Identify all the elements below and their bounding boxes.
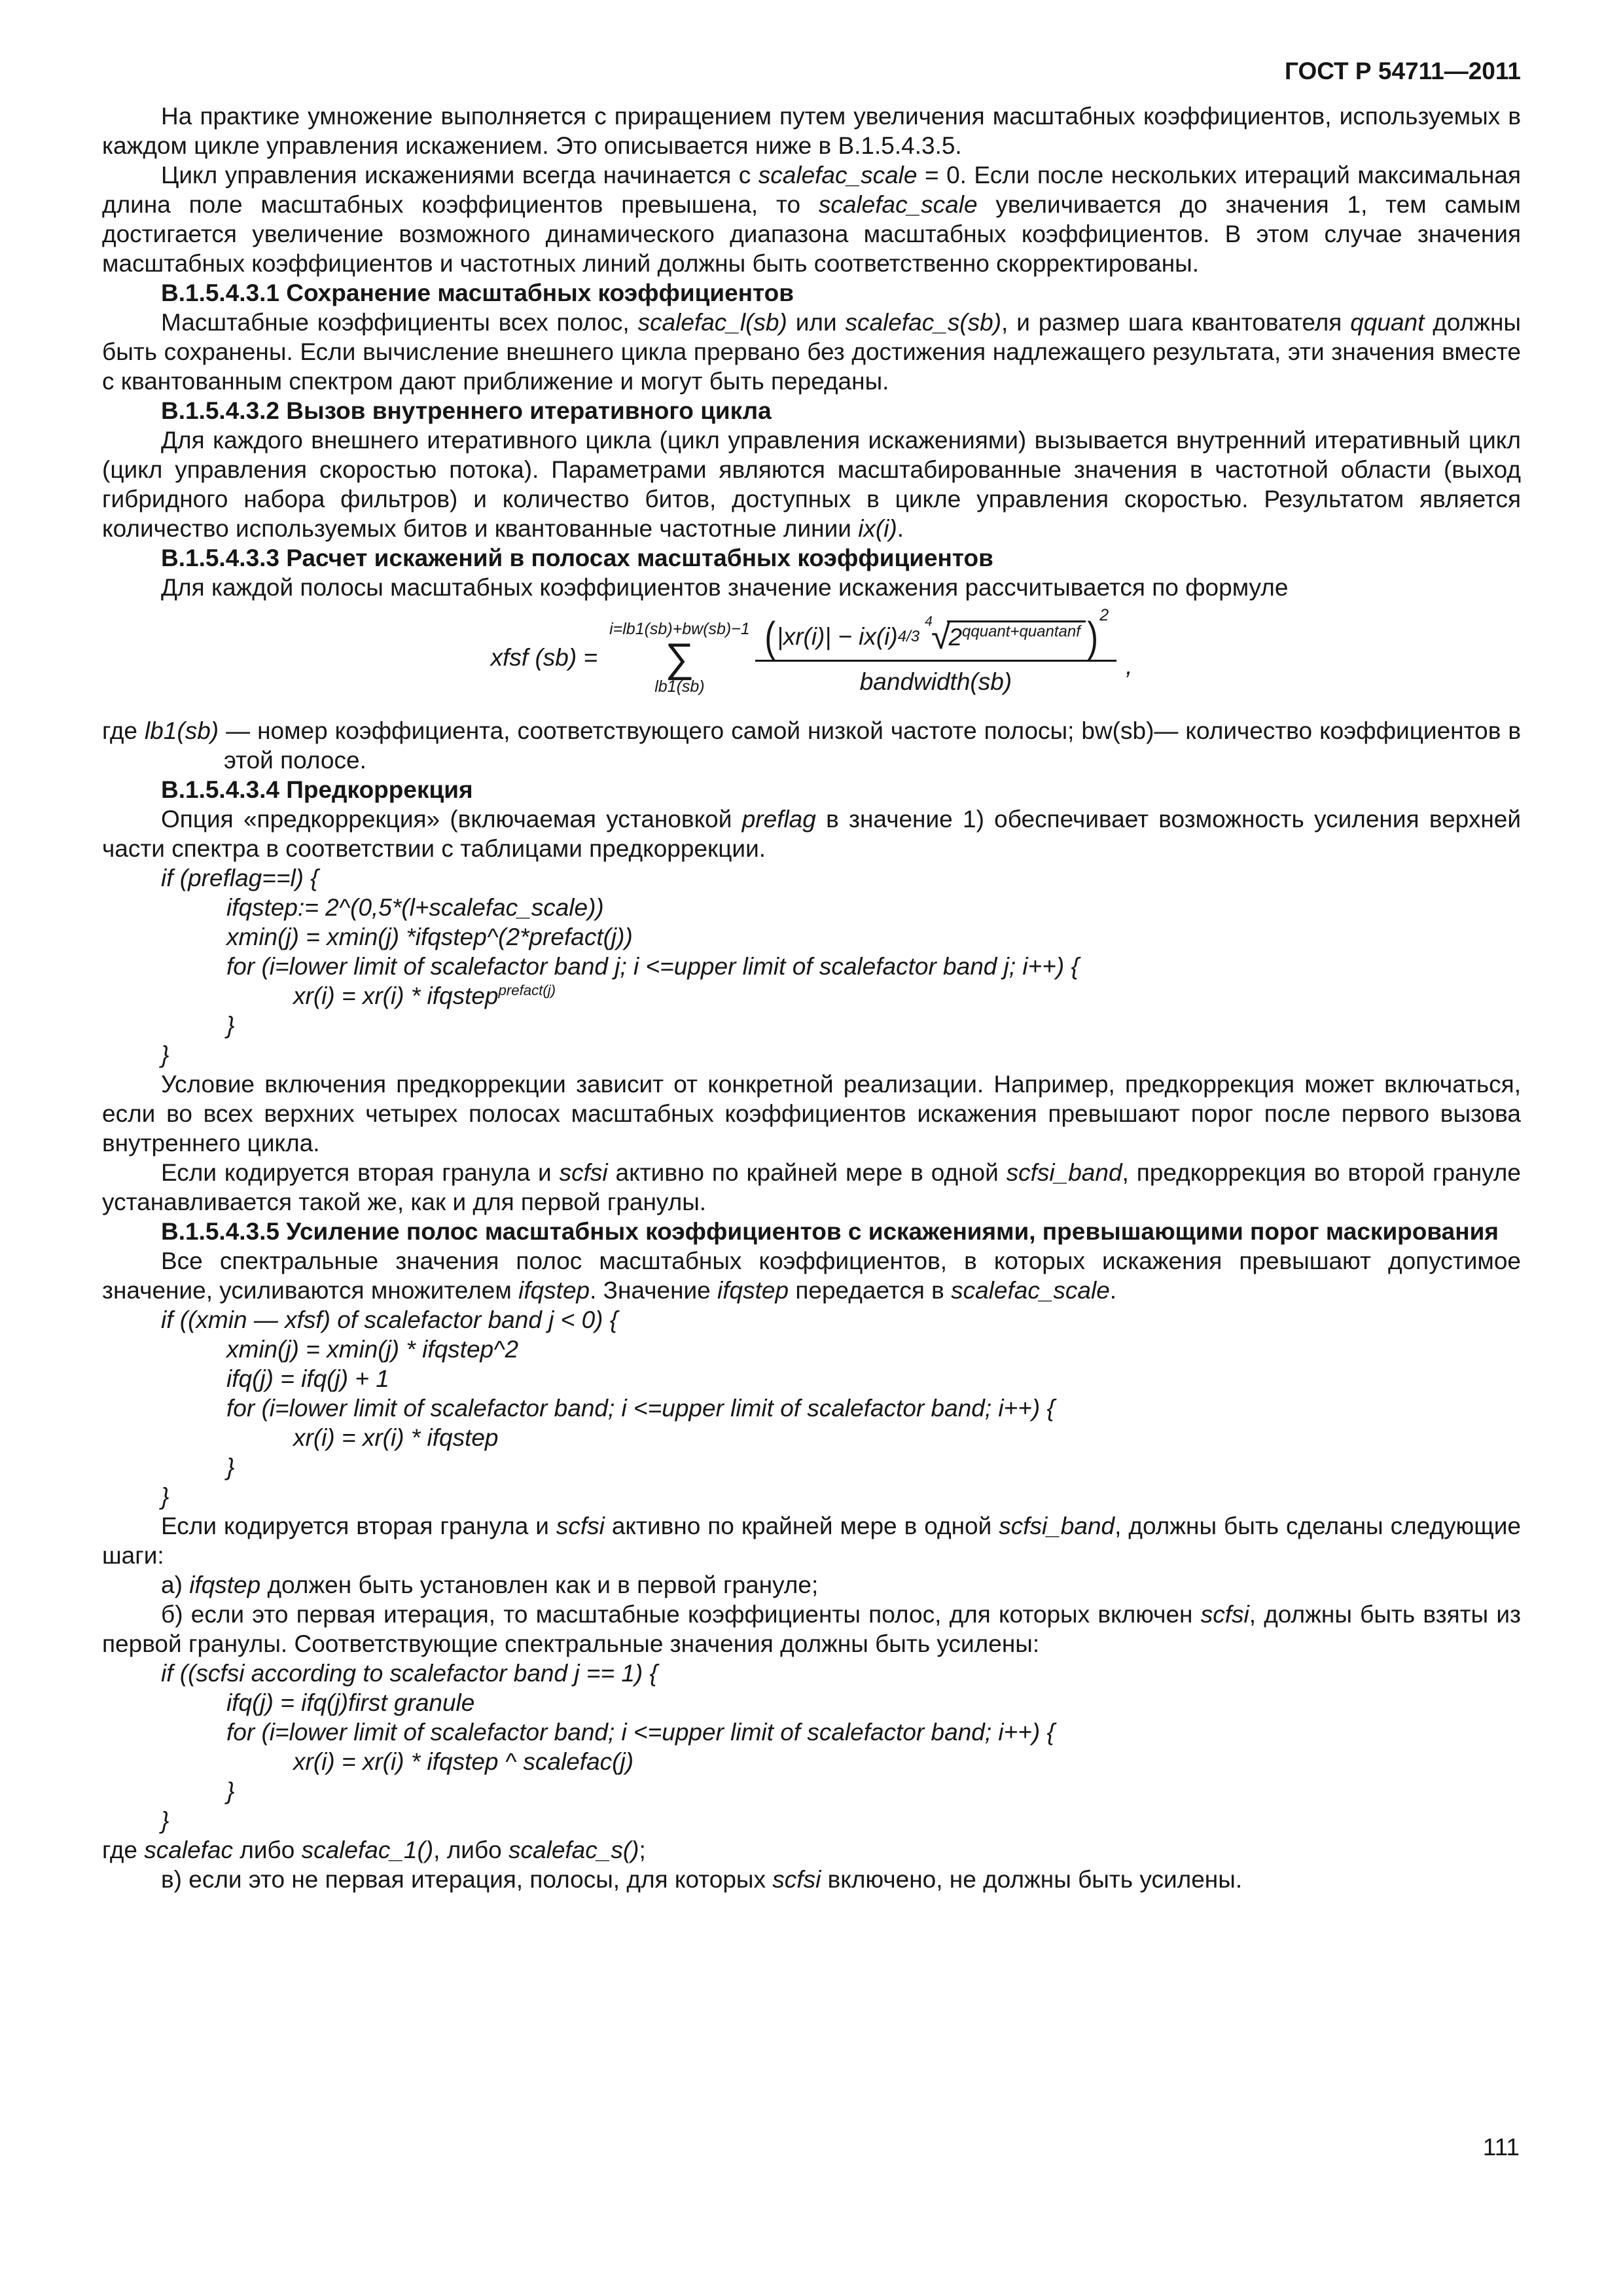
text-run: = 0. Если после нескольких итераций максимальная длина поле масштабных коэффициентов превышена, то — [102, 162, 1522, 218]
text-run: , и размер шага квантователя — [1001, 309, 1351, 336]
text-run: должны быть сохранены. Если вычисление внешнего цикла прервано без достижения надлежащего результата, эти значения вместе с квантованным спектром дают приближение и могут быть переданы. — [102, 309, 1521, 395]
text-run: включено, не должны быть усилены. — [821, 1866, 1243, 1893]
text-run: prefact(j) — [498, 982, 556, 999]
text-run: } — [161, 1483, 169, 1511]
text-run: } — [226, 1778, 235, 1805]
paragraph — [102, 101, 1521, 160]
text-run: или — [787, 309, 846, 336]
paragraph — [102, 573, 1521, 602]
inline-code-term: scalefac_scale — [818, 191, 978, 218]
code-line — [226, 1364, 1521, 1393]
content-top — [102, 101, 1521, 602]
radicand-base: 2 — [948, 623, 963, 651]
inline-code-term: qquant — [1350, 309, 1425, 336]
paragraph — [102, 1600, 1521, 1659]
formula-trailing-comma: , — [1126, 653, 1133, 680]
code-line — [161, 1659, 1521, 1688]
text-run: . Значение — [590, 1277, 718, 1304]
text-run: if (preflag==l) { — [161, 865, 319, 892]
text-run: где — [102, 1837, 145, 1864]
text-run: } — [161, 1807, 169, 1835]
paragraph — [102, 1246, 1521, 1305]
inline-code-term: scalefac_scale — [758, 162, 918, 188]
text-run: ifq(j) = ifq(j)first granule — [226, 1689, 475, 1717]
section-heading — [102, 543, 1521, 573]
inline-code-term: ifqstep — [717, 1277, 789, 1304]
inline-code-term: scfsi_band — [999, 1513, 1115, 1540]
paragraph — [102, 1570, 1521, 1600]
code-line — [161, 1040, 1521, 1069]
open-paren: ( — [764, 613, 776, 660]
inline-code-term: scalefac_scale — [951, 1277, 1110, 1304]
inline-code-term: scalefac_s() — [508, 1837, 639, 1864]
pseudocode-block — [102, 863, 1521, 1069]
section-heading — [102, 1217, 1521, 1246]
text-run: либо — [233, 1837, 302, 1864]
text-run: Масштабные коэффициенты всех полос, — [161, 309, 638, 336]
fraction — [755, 606, 1116, 696]
summation — [609, 621, 750, 695]
inline-code-term: scfsi — [1200, 1601, 1249, 1628]
numerator-body: |xr(i)| − ix(i) — [777, 623, 898, 651]
text-run: } — [226, 1454, 235, 1481]
text-run: for (i=lower limit of scalefactor band; i <=upper limit of scalefactor band; i++) { — [226, 1395, 1055, 1422]
text-run: for (i=lower limit of scalefactor band j; i <=upper limit of scalefactor band j; i++) { — [226, 953, 1079, 980]
text-run: } — [161, 1041, 169, 1069]
paragraph — [102, 160, 1521, 278]
text-run: в) если это не первая итерация, полосы, для которых — [161, 1866, 773, 1893]
content-bottom — [102, 716, 1521, 1894]
paragraph — [102, 1865, 1521, 1894]
paragraph — [102, 1069, 1521, 1158]
text-run: xmin(j) = xmin(j) *ifqstep^(2*prefact(j)) — [226, 924, 633, 951]
text-run: ifqstep:= 2^(0,5*(l+scalefac_scale)) — [226, 894, 604, 922]
code-line — [293, 981, 1521, 1011]
denominator: bandwidth(sb) — [755, 660, 1116, 696]
code-line — [161, 1305, 1521, 1335]
paragraph — [102, 308, 1521, 396]
formula-lhs: xfsf (sb) = — [490, 644, 598, 672]
code-line — [226, 922, 1521, 952]
text-run: } — [226, 1012, 235, 1039]
text-run: if ((scfsi according to scalefactor band j == 1) { — [161, 1660, 658, 1687]
text-run: Все спектральные значения полос масштабных коэффициентов, в которых искажения превышают допустимое значение, усиливаются множителем — [102, 1247, 1521, 1304]
text-run: Если кодируется вторая гранула и — [161, 1159, 560, 1187]
formula-block — [102, 602, 1521, 716]
text-run: . — [1109, 1277, 1117, 1304]
text-run: , должны быть сделаны следующие шаги: — [102, 1513, 1521, 1570]
distortion-formula — [490, 606, 1133, 696]
section-heading — [102, 775, 1521, 804]
code-line — [161, 863, 1521, 893]
section-heading — [102, 396, 1521, 425]
numerator: ( |xr(i)| − ix(i) 4/3 4 √ $2^{qquant+quantanf}$ ) 2 — [764, 606, 1109, 660]
text-run: На практике умножение выполняется с приращением путем увеличения масштабных коэффициентов, используемых в каждом цикле управления искажением. Это описывается ниже в В.1.5.4.3.5. — [102, 103, 1521, 159]
sum-lower-limit: lb1(sb) — [654, 677, 705, 696]
code-line — [226, 1717, 1521, 1747]
text-run: Условие включения предкоррекции зависит от конкретной реализации. Например, предкоррекция может включаться, если во всех верхних четырех полосах масштабных коэффициентов искажения превышают порог после первого вызова внутреннего цикла. — [102, 1071, 1521, 1157]
code-line — [226, 893, 1521, 922]
inline-code-term: scalefac_1() — [301, 1837, 434, 1864]
paragraph — [102, 804, 1521, 863]
section-heading — [102, 278, 1521, 308]
text-run: for (i=lower limit of scalefactor band; i <=upper limit of scalefactor band; i++) { — [226, 1719, 1055, 1746]
text-run: б) если это первая итерация, то масштабные коэффициенты полос, для которых включен — [161, 1601, 1201, 1628]
text-run: Для каждого внешнего итеративного цикла (цикл управления искажениями) вызывается внутренний итеративный цикл (цикл управления скоростью потока). Параметрами являются масштабированные значения в частотной области (выход гибридного набора фильтров) и количество битов, доступных в цикле управления скоростью. Результатом является количество используемых битов и квантованные частотные линии — [102, 427, 1521, 542]
text-run: В.1.5.4.3.4 Предкоррекция — [161, 776, 473, 804]
code-line — [226, 1011, 1521, 1040]
text-run: где — [102, 717, 145, 745]
text-run: активно по крайней мере в одной — [604, 1513, 999, 1540]
code-line — [226, 1776, 1521, 1806]
inline-code-term: ifqstep — [189, 1571, 261, 1599]
inline-code-term: scalefac — [144, 1837, 234, 1864]
paragraph — [102, 1835, 1521, 1865]
text-run: В.1.5.4.3.3 Расчет искажений в полосах масштабных коэффициентов — [161, 545, 993, 571]
code-line — [226, 1393, 1521, 1423]
inline-code-term: scfsi — [559, 1159, 608, 1187]
doc-code: ГОСТ Р 54711—2011 — [1284, 58, 1521, 84]
text-run: xr(i) = xr(i) * ifqstep — [293, 982, 499, 1010]
text-run: if ((xmin — xfsf) of scalefactor band j < 0) { — [161, 1306, 618, 1334]
text-run: , должны быть взяты из первой гранулы. Соответствующие спектральные значения должны быть усилены: — [102, 1601, 1521, 1658]
text-run: увеличивается до значения 1, тем самым достигается увеличение возможного динамического диапазона масштабных коэффициентов. В этом случае значения масштабных коэффициентов и частотных линий должны быть соответственно скорректированы. — [102, 191, 1521, 277]
code-line — [226, 1688, 1521, 1717]
inline-code-term: scfsi — [556, 1513, 605, 1540]
code-line — [161, 1482, 1521, 1511]
code-line — [161, 1806, 1521, 1835]
text-run: xmin(j) = xmin(j) * ifqstep^2 — [226, 1336, 519, 1363]
paragraph — [102, 1511, 1521, 1570]
inline-code-term: lb1(sb) — [145, 717, 219, 745]
code-line — [226, 952, 1521, 981]
text-run: В.1.5.4.3.1 Сохранение масштабных коэффициентов — [161, 279, 794, 306]
sum-upper-limit: i=lb1(sb)+bw(sb)−1 — [609, 619, 750, 638]
inline-code-term: scfsi_band — [1006, 1159, 1122, 1187]
text-run: Цикл управления искажениями всегда начинается с — [161, 162, 758, 188]
fourth-root: 4 √ $2^{qquant+quantanf}$ — [925, 620, 1086, 654]
radical-sign-icon: √ — [931, 617, 951, 656]
doc-header — [102, 56, 1521, 86]
text-run: Опция «предкоррекция» (включаемая установкой — [161, 806, 742, 833]
text-run: — номер коэффициента, соответствующего самой низкой частоте полосы; bw(sb)— количество коэффициентов в этой полосе. — [219, 717, 1522, 774]
text-run: активно по крайней мере в одной — [607, 1159, 1007, 1187]
code-line — [293, 1423, 1521, 1452]
text-run: В.1.5.4.3.2 Вызов внутреннего итеративного цикла — [161, 397, 772, 424]
code-line — [226, 1452, 1521, 1482]
inline-code-term: ix(i) — [858, 515, 897, 542]
sigma-symbol: ∑ — [665, 635, 694, 681]
text-run: передается в — [789, 1277, 952, 1304]
text-run: в значение 1) обеспечивает возможность усиления верхней части спектра в соответствии с таблицами предкоррекции. — [102, 806, 1521, 863]
text-run: Для каждой полосы масштабных коэффициентов значение искажения рассчитывается по формуле — [161, 574, 1289, 601]
radicand-exponent: qquant+quantanf — [962, 622, 1080, 641]
inline-code-term: scalefac_s(sb) — [845, 309, 1002, 336]
text-run: Если кодируется вторая гранула и — [161, 1513, 556, 1540]
pseudocode-block — [102, 1659, 1521, 1835]
text-run: В.1.5.4.3.5 Усиление полос масштабных коэффициентов с искажениями, превышающими порог маскирования — [161, 1218, 1499, 1246]
text-run: , предкоррекция во второй грануле устанавливается такой же, как и для первой гранулы. — [102, 1159, 1521, 1216]
paragraph — [102, 425, 1521, 543]
page-number: 111 — [1482, 2134, 1520, 2161]
inline-code-term: ifqstep — [518, 1277, 590, 1304]
inline-code-term: preflag — [741, 806, 816, 833]
text-run: . — [897, 515, 904, 542]
text-run: xr(i) = xr(i) * ifqstep ^ scalefac(j) — [293, 1748, 634, 1776]
text-run: , либо — [433, 1837, 509, 1864]
text-run: ifq(j) = ifq(j) + 1 — [226, 1365, 389, 1393]
text-run: должен быть установлен как и в первой грануле; — [260, 1571, 819, 1599]
close-paren: ) — [1087, 613, 1098, 660]
paragraph — [102, 716, 1521, 775]
text-run: а) — [161, 1571, 190, 1599]
inline-code-term: scfsi — [772, 1866, 821, 1893]
inline-code-term: scalefac_l(sb) — [637, 309, 787, 336]
paragraph — [102, 1158, 1521, 1217]
code-line — [293, 1747, 1521, 1776]
pseudocode-block — [102, 1305, 1521, 1511]
radicand — [947, 620, 1085, 651]
text-run: xr(i) = xr(i) * ifqstep — [293, 1424, 499, 1452]
text-run: ; — [639, 1837, 646, 1864]
code-line — [226, 1335, 1521, 1364]
